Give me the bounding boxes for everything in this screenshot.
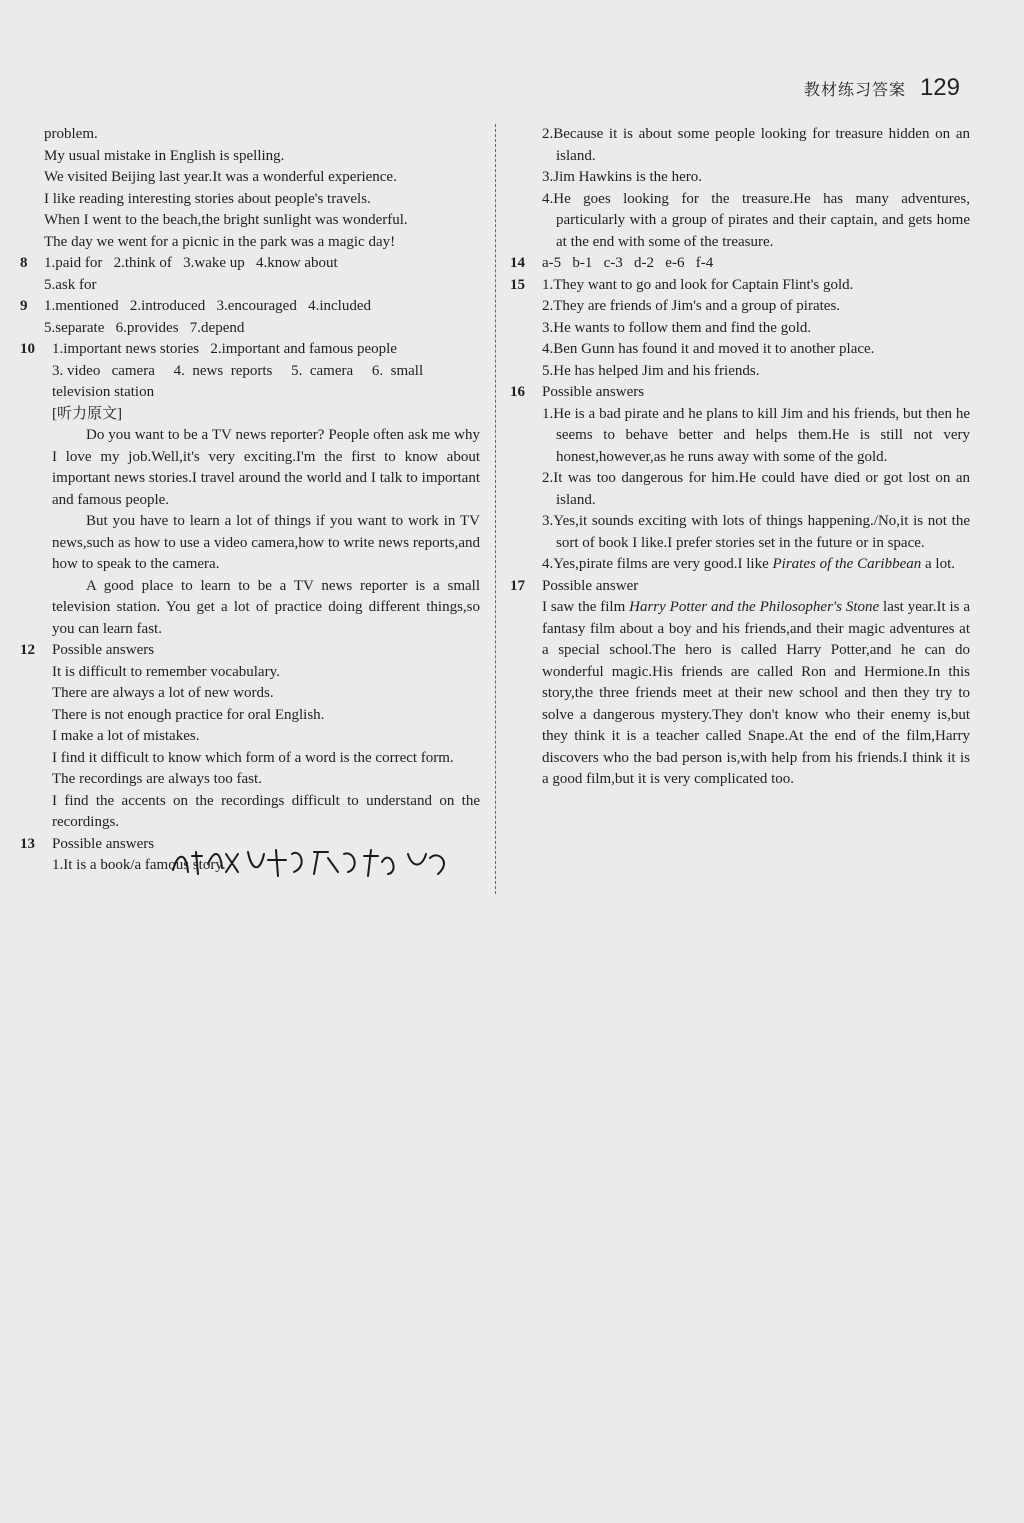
question-12 (20, 640, 484, 834)
question-15 (510, 275, 970, 383)
question-16 (510, 382, 974, 576)
answer-text: last year.It is a fantasy film about a boy and his friends,and their magic adventures at a special school.The hero is called Harry Potter,and he can do wonderful magic.His friends are called Ron and Hermione.In this story,the three friends meet at their new school and then they try to solve a dangerous mystery.They don't know who their enemy is,but they think it is a teacher called Snape.At the end of the film,Harry discovers who the bad person is,with help from his friends.I think it is a good film,but it is very complicated too. (542, 599, 974, 787)
question-number: 9 (20, 298, 28, 314)
answer-line: 1.important news stories 2.important and famous people (52, 341, 397, 357)
listening-label: [听力原文] (52, 405, 122, 422)
handwriting-stroke (173, 850, 444, 876)
answer-heading: Possible answers (52, 642, 155, 658)
right-column (510, 124, 974, 791)
question-10 (20, 339, 484, 640)
column-divider (495, 124, 496, 894)
answer-line: There is not enough practice for oral English. (52, 706, 325, 723)
answer-heading: Possible answers (52, 835, 155, 852)
question-number: 14 (510, 255, 525, 271)
answer-line: 2.Because it is about some people looking for treasure hidden on an island. (542, 126, 974, 164)
handwriting-scribble (168, 842, 458, 882)
listening-paragraph: Do you want to be a TV news reporter? People often ask me why I love my job.Well,it's very exciting.I'm the first to know about important news stories.I travel around the world and I talk to important and famous people. (52, 427, 484, 508)
answer-text: I saw the film (542, 599, 630, 615)
text-line: We visited Beijing last year.It was a wonderful experience. (44, 169, 397, 185)
answer-line: 4.He goes looking for the treasure.He has many adventures, particularly with a group of pirates and their captain, and gets home at the end with some of the treasure. (542, 190, 974, 250)
answer-line: 5.separate 6.provides 7.depend (44, 319, 245, 336)
intro-block (20, 124, 480, 253)
answer-line: The recordings are always too fast. (52, 771, 262, 787)
question-9 (20, 296, 480, 339)
answer-line: I find it difficult to know which form of a word is the correct form. (52, 749, 454, 766)
answer-line: television station (52, 384, 155, 400)
text-line: problem. (44, 126, 98, 142)
text-line: The day we went for a picnic in the park was a magic day! (44, 233, 396, 250)
answer-heading: Possible answer (542, 577, 639, 594)
answer-line: 1.paid for 2.think of 3.wake up 4.know about (44, 255, 338, 271)
page-header (804, 74, 960, 102)
listening-paragraph: A good place to learn to be a TV news reporter is a small television station. You get a lot of practice doing different things,so you can learn fast. (52, 577, 484, 637)
listening-paragraph: But you have to learn a lot of things if you want to work in TV news,such as how to use a video camera,how to write news reports,and how to speak to the camera. (52, 513, 484, 572)
answer-line: There are always a lot of new words. (52, 685, 274, 701)
answer-line: 1.It is a book/a famous story. (52, 857, 226, 873)
answer-line-4 (542, 554, 970, 576)
answer-line: 3. video camera 4. news reports 5. camera 6. small (52, 362, 424, 379)
question-8 (20, 253, 480, 296)
answer-line: 3.Yes,it sounds exciting with lots of things happening./No,it is not the sort of book I like.I prefer stories set in the future or in space. (542, 513, 974, 551)
answer-paragraph (542, 597, 974, 791)
answer-line: 5.He has helped Jim and his friends. (542, 362, 760, 379)
question-number: 16 (510, 384, 525, 400)
question-14 (510, 253, 970, 275)
answer-line: a-5 b-1 c-3 d-2 e-6 f-4 (542, 255, 714, 271)
answer-line: 1.mentioned 2.introduced 3.encouraged 4.included (44, 298, 371, 314)
page-number: 129 (919, 74, 960, 101)
text-line: I like reading interesting stories about people's travels. (44, 190, 371, 207)
question-number: 12 (20, 642, 35, 658)
header-title: 教材练习答案 (803, 80, 906, 99)
answer-line: 2.It was too dangerous for him.He could have died or got lost on an island. (542, 470, 974, 508)
answer-line: 3.Jim Hawkins is the hero. (542, 169, 702, 185)
answer-line: I find the accents on the recordings difficult to understand on the recordings. (52, 792, 484, 830)
answer-line: 5.ask for (44, 276, 97, 293)
text-line: When I went to the beach,the bright sunlight was wonderful. (44, 212, 408, 228)
answer-line: 2.They are friends of Jim's and a group of pirates. (542, 298, 841, 314)
answer-heading: Possible answers (542, 384, 645, 400)
question-number: 17 (510, 577, 525, 594)
question-number: 15 (510, 276, 525, 293)
film-title: Harry Potter and the Philosopher's Stone (629, 599, 880, 615)
question-number: 8 (20, 255, 28, 271)
question-number: 13 (20, 835, 35, 852)
answer-line: It is difficult to remember vocabulary. (52, 663, 280, 680)
answer-line: 1.They want to go and look for Captain Flint's gold. (542, 276, 854, 293)
question-number: 10 (20, 341, 35, 357)
answer-line: I make a lot of mistakes. (52, 728, 200, 744)
answer-line: 1.He is a bad pirate and he plans to kill Jim and his friends, but then he seems to behave better and helps them.He is still not very honest,however,as he runs away with some of the gold. (542, 405, 974, 465)
question-17 (510, 576, 974, 791)
left-column (20, 124, 484, 877)
question-13-continued (510, 124, 974, 253)
text-line: My usual mistake in English is spelling. (44, 147, 285, 164)
film-title: Pirates of the Caribbean (772, 556, 922, 572)
answer-line: 4.Ben Gunn has found it and moved it to another place. (542, 341, 875, 357)
answer-text: 4.Yes,pirate films are very good.I like (542, 556, 773, 572)
answer-line: 3.He wants to follow them and find the gold. (542, 319, 812, 336)
answer-text: a lot. (921, 556, 956, 572)
